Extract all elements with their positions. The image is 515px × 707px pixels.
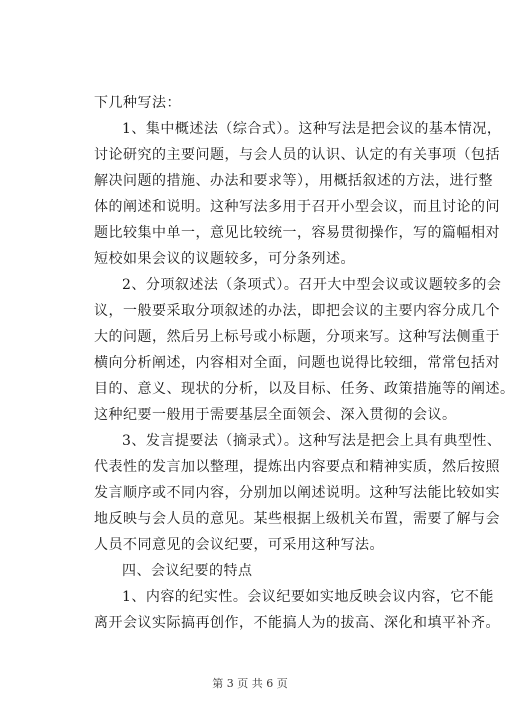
text-line: 发言顺序或不同内容，分别加以阐述说明。这种写法能比较如实 [94,485,500,501]
section-heading: 四、会议纪要的特点 [122,563,253,579]
text-line: 人员不同意见的会议纪要，可采用这种写法。 [94,537,384,553]
text-line: 1、内容的纪实性。会议纪要如实地反映会议内容，它不能 [122,589,494,605]
text-line: 横向分析阐述，内容相对全面，问题也说得比较细，常常包括对 [94,355,500,371]
text-line: 3、发言提要法（摘录式）。这种写法是把会上具有典型性、 [122,433,502,449]
text-line: 地反映与会人员的意见。某些根据上级机关布置，需要了解与会 [94,511,500,527]
text-line: 题比较集中单一，意见比较统一，容易贯彻操作，写的篇幅相对 [94,225,500,241]
text-line: 解决问题的措施、办法和要求等），用概括叙述的方法，进行整 [94,173,493,189]
text-line: 讨论研究的主要问题，与会人员的认识、认定的有关事项（包括 [94,147,500,163]
text-line: 议，一般要采取分项叙述的办法，即把会议的主要内容分成几个 [94,303,500,319]
text-line: 下几种写法： [94,95,181,111]
text-line: 代表性的发言加以整理，提炼出内容要点和精神实质，然后按照 [94,459,500,475]
text-line: 短校如果会议的议题较多，可分条列述。 [94,251,355,267]
page-footer: 第 3 页 共 6 页 [212,677,288,690]
text-line: 这种纪要一般用于需要基层全面领会、深入贯彻的会议。 [94,407,457,423]
text-line: 体的阐述和说明。这种写法多用于召开小型会议，而且讨论的问 [94,199,500,215]
text-line: 目的、意义、现状的分析，以及目标、任务、政策措施等的阐述。 [94,381,515,397]
text-line: 2、分项叙述法（条项式）。召开大中型会议或议题较多的会 [122,277,502,293]
document-body [94,90,515,636]
text-line: 大的问题，然后另上标号或小标题，分项来写。这种写法侧重于 [94,329,500,345]
text-line: 离开会议实际搞再创作，不能搞人为的拔高、深化和填平补齐。 [94,615,500,631]
text-line: 1、集中概述法（综合式）。这种写法是把会议的基本情况， [122,121,502,137]
